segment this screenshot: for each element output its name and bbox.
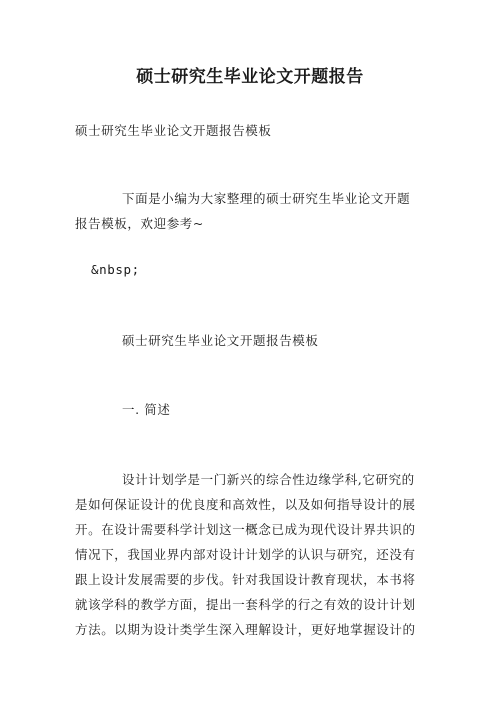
body-line-6: 就该学科的教学方面，提出一套科学的行之有效的设计计划 (75, 597, 416, 612)
intro-line-1: 下面是小编为大家整理的硕士研究生毕业论文开题 (122, 191, 411, 206)
subtitle: 硕士研究生毕业论文开题报告模板 (75, 123, 272, 138)
body-line-4: 情况下，我国业界内部对设计计划学的认识与研究，还没有 (75, 547, 416, 562)
document-title: 硕士研究生毕业论文开题报告 (136, 67, 364, 87)
body-line-7: 方法。以期为设计类学生深入理解设计，更好地掌握设计的 (75, 622, 416, 637)
section-heading: 硕士研究生毕业论文开题报告模板 (122, 333, 319, 348)
body-line-2: 是如何保证设计的优良度和高效性，以及如何指导设计的展 (75, 497, 416, 512)
section-number: 一. 简述 (122, 402, 171, 417)
intro-line-2: 报告模板，欢迎参考~ (75, 216, 204, 231)
nbsp-text: &nbsp; (91, 262, 140, 277)
body-line-5: 跟上设计发展需要的步伐。针对我国设计教育现状，本书将 (75, 572, 416, 587)
body-line-3: 开。在设计需要科学计划这一概念已成为现代设计界共识的 (75, 522, 416, 537)
body-line-1: 设计计划学是一门新兴的综合性边缘学科,它研究的 (122, 472, 415, 487)
